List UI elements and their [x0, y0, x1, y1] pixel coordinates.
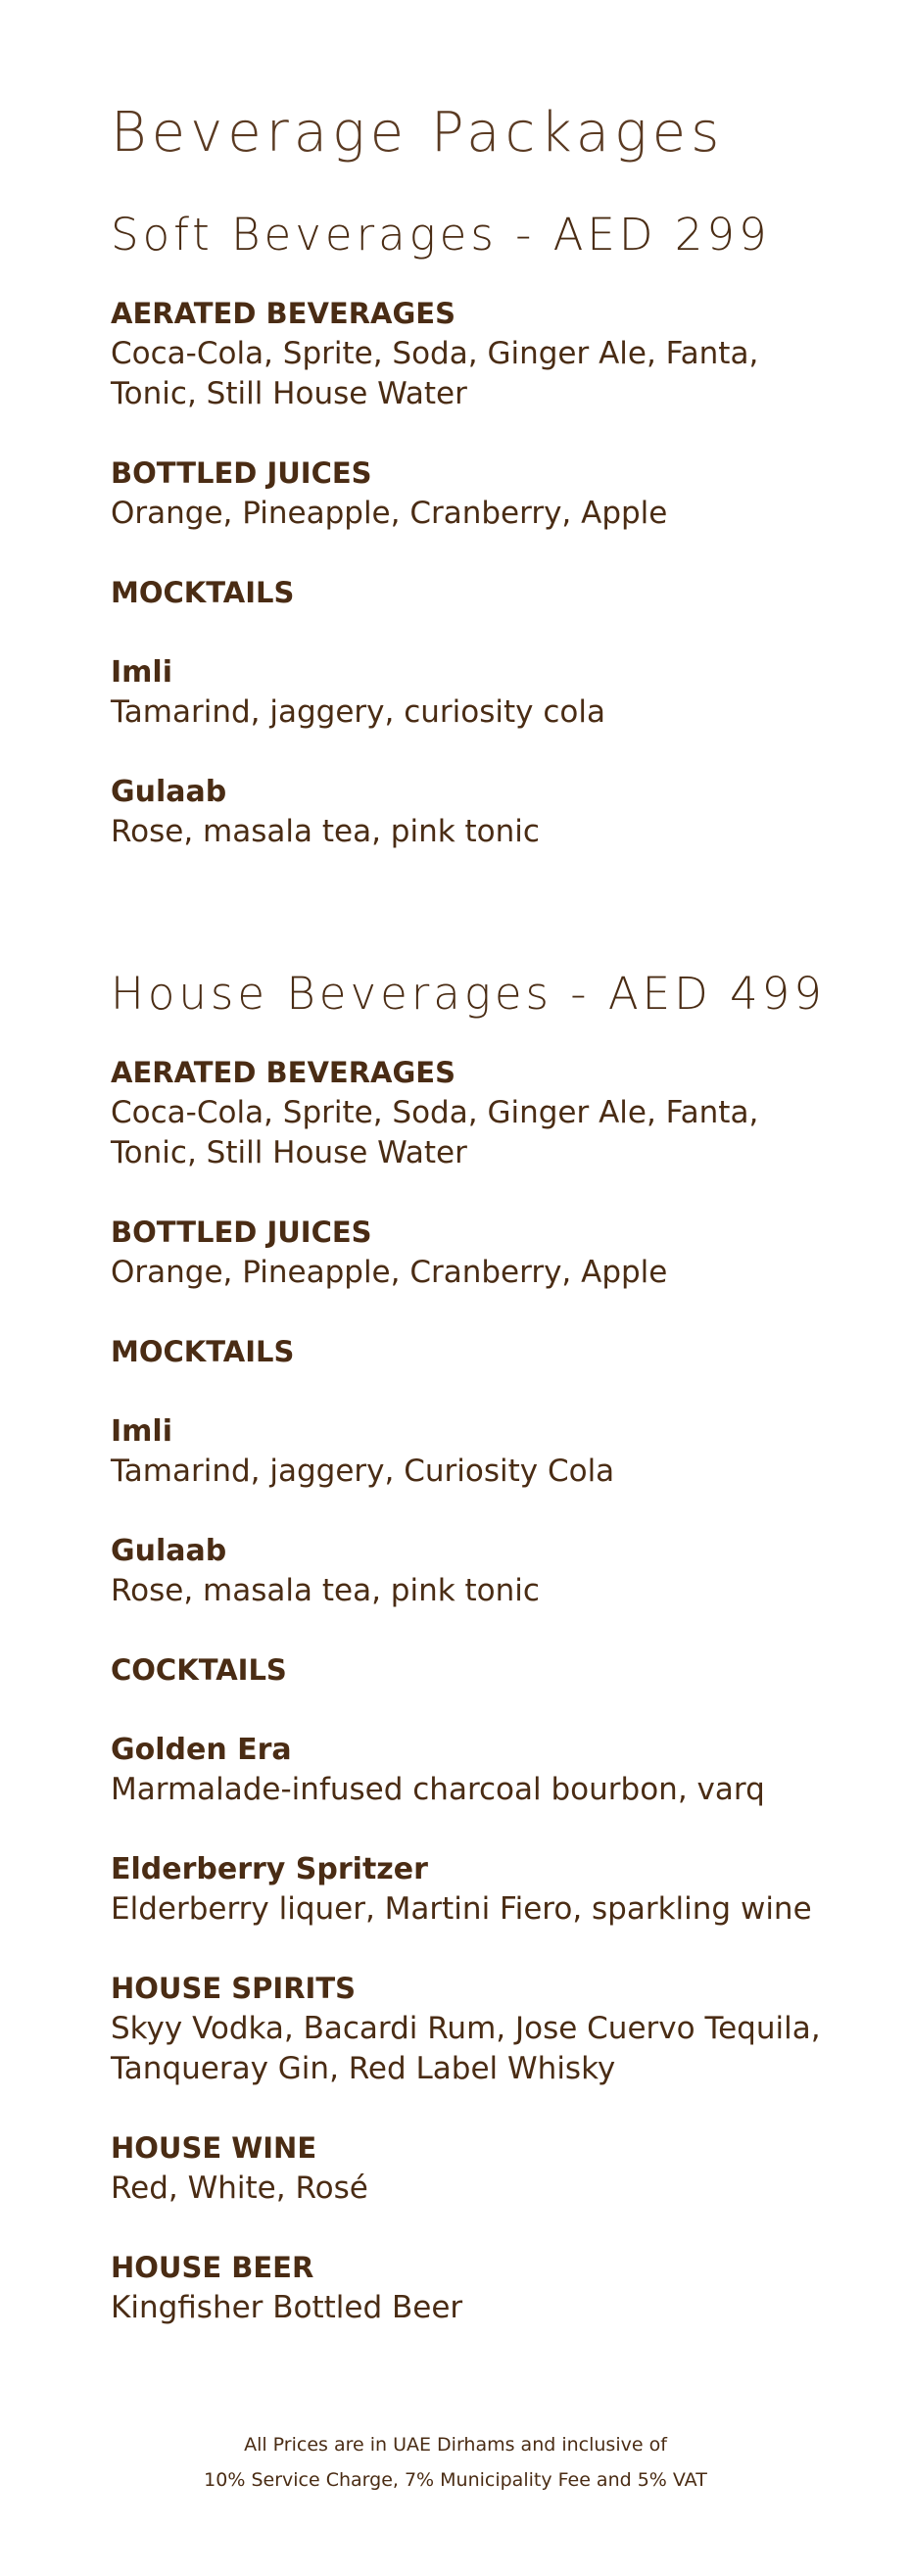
package-house-beverages	[111, 965, 911, 2328]
group-heading: MOCKTAILS	[111, 1335, 295, 1368]
cocktails-heading-group	[111, 1650, 911, 1691]
group-text: Coca-Cola, Sprite, Soda, Ginger Ale, Fanta,	[111, 1095, 759, 1130]
bottled-juices-group	[111, 453, 911, 534]
price-disclaimer	[0, 2427, 911, 2498]
menu-item	[111, 1730, 911, 1810]
package-title: House Beverages - AED 499	[111, 968, 826, 1020]
item-name: Imli	[111, 1414, 172, 1449]
group-text: Tonic, Still House Water	[111, 376, 467, 411]
item-description: Rose, masala tea, pink tonic	[111, 814, 540, 849]
item-name: Imli	[111, 655, 172, 690]
aerated-beverages-group	[111, 294, 911, 414]
aerated-beverages-group	[111, 1053, 911, 1173]
item-name: Elderberry Spritzer	[111, 1852, 428, 1886]
menu-item	[111, 1849, 911, 1930]
mocktails-heading-group	[111, 573, 911, 613]
group-heading: BOTTLED JUICES	[111, 456, 372, 490]
house-wine-group	[111, 2128, 911, 2209]
group-heading: HOUSE WINE	[111, 2131, 317, 2165]
house-beer-group	[111, 2248, 911, 2328]
disclaimer-line: 10% Service Charge, 7% Municipality Fee and 5% VAT	[204, 2469, 707, 2491]
group-heading: AERATED BEVERAGES	[111, 1056, 456, 1089]
menu-item	[111, 1411, 911, 1492]
mocktails-heading-group	[111, 1332, 911, 1372]
package-title: Soft Beverages - AED 299	[111, 209, 771, 261]
item-name: Gulaab	[111, 1534, 227, 1568]
item-description: Marmalade-infused charcoal bourbon, varq	[111, 1772, 765, 1807]
item-name: Gulaab	[111, 775, 227, 809]
group-text: Coca-Cola, Sprite, Soda, Ginger Ale, Fanta,	[111, 336, 759, 371]
group-text: Tanqueray Gin, Red Label Whisky	[111, 2051, 616, 2086]
group-heading: AERATED BEVERAGES	[111, 297, 456, 330]
item-description: Tamarind, jaggery, curiosity cola	[111, 694, 605, 730]
group-text: Tonic, Still House Water	[111, 1135, 467, 1170]
package-soft-beverages	[111, 206, 911, 852]
group-heading: BOTTLED JUICES	[111, 1216, 372, 1249]
item-name: Golden Era	[111, 1733, 292, 1767]
group-heading: MOCKTAILS	[111, 576, 295, 609]
bottled-juices-group	[111, 1213, 911, 1293]
group-text: Red, White, Rosé	[111, 2171, 368, 2206]
group-text: Kingfisher Bottled Beer	[111, 2290, 463, 2325]
menu-item	[111, 772, 911, 852]
menu-item	[111, 1531, 911, 1611]
group-text: Orange, Pineapple, Cranberry, Apple	[111, 1255, 668, 1290]
item-description: Tamarind, jaggery, Curiosity Cola	[111, 1454, 615, 1489]
group-heading: HOUSE SPIRITS	[111, 1972, 356, 2005]
section-spacer	[111, 891, 911, 965]
menu-item	[111, 652, 911, 733]
item-description: Rose, masala tea, pink tonic	[111, 1573, 540, 1608]
group-heading: COCKTAILS	[111, 1653, 287, 1687]
item-description: Elderberry liquer, Martini Fiero, sparkling wine	[111, 1891, 812, 1927]
group-heading: HOUSE BEER	[111, 2251, 314, 2284]
disclaimer-line: All Prices are in UAE Dirhams and inclusive of	[244, 2434, 667, 2456]
house-spirits-group	[111, 1969, 911, 2089]
page-title: Beverage Packages	[111, 101, 725, 165]
group-text: Orange, Pineapple, Cranberry, Apple	[111, 496, 668, 531]
group-text: Skyy Vodka, Bacardi Rum, Jose Cuervo Tequila,	[111, 2011, 821, 2046]
